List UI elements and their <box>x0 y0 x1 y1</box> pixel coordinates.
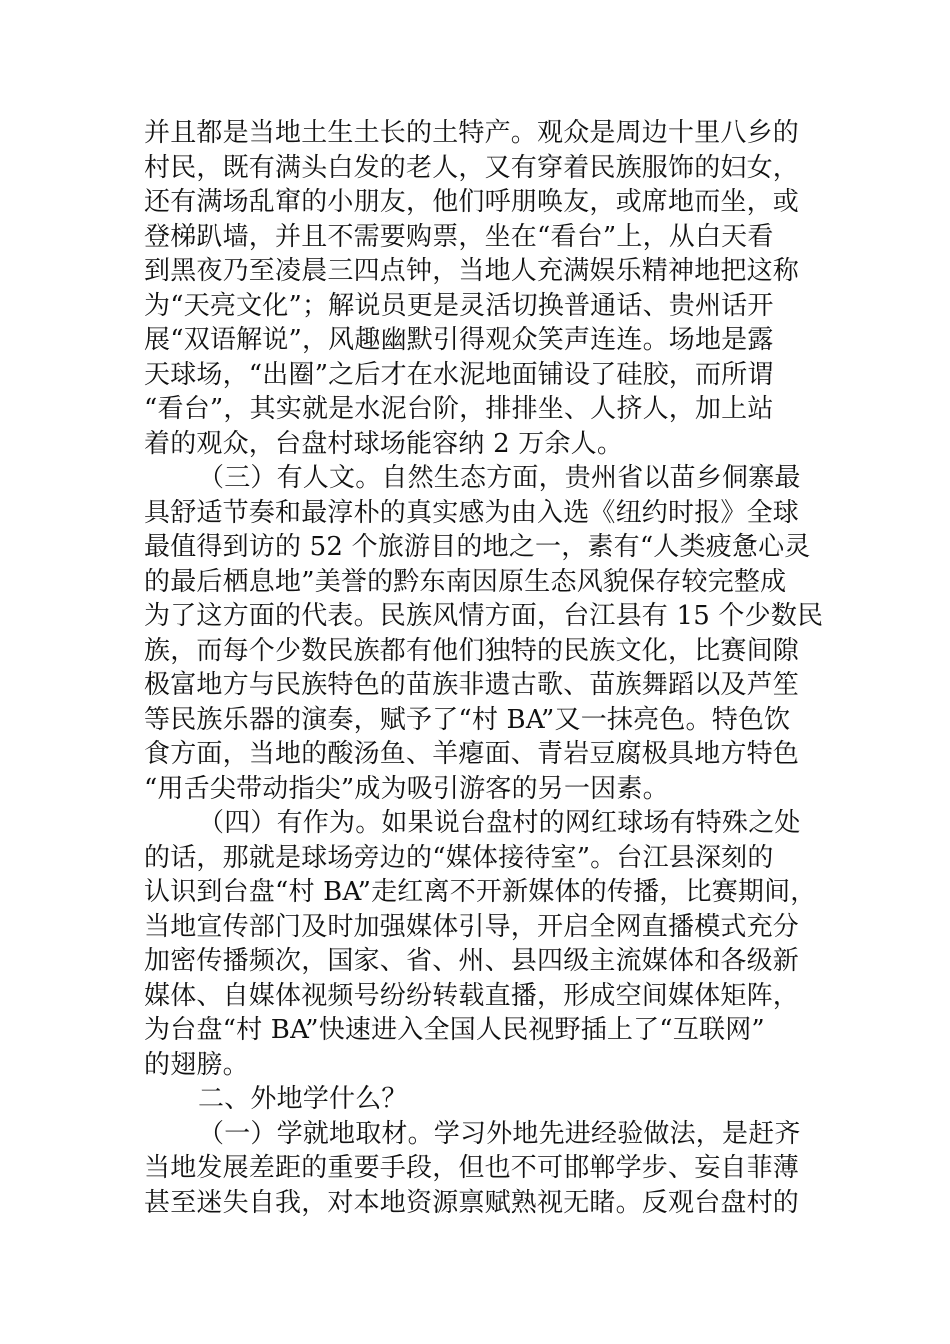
text-line: 的翅膀。 <box>144 1049 249 1080</box>
document-body <box>144 116 824 1220</box>
text-line: 到黑夜乃至凌晨三四点钟，当地人充满娱乐精神地把这称 <box>144 256 800 286</box>
text-line: 媒体、自媒体视频号纷纷转载直播，形成空间媒体矩阵， <box>144 980 800 1011</box>
text-line: 为“天亮文化”；解说员更是灵活切换普通话、贵州话开 <box>144 290 774 321</box>
text-line: 天球场，“出圈”之后才在水泥地面铺设了硅胶，而所谓 <box>144 359 774 390</box>
text-line: 二、外地学什么？ <box>198 1084 408 1114</box>
text-line: 族，而每个少数民族都有他们独特的民族文化，比赛间隙 <box>144 635 800 666</box>
text-line: “用舌尖带动指尖”成为吸引游客的另一因素。 <box>144 773 669 804</box>
text-line: “看台”，其实就是水泥台阶，排排坐、人挤人，加上站 <box>144 394 774 424</box>
text-line: 还有满场乱窜的小朋友，他们呼朋唤友，或席地而坐，或 <box>144 187 800 217</box>
text-line: 登梯趴墙，并且不需要购票，坐在“看台”上，从白天看 <box>144 221 774 252</box>
text-line: 极富地方与民族特色的苗族非遗古歌、苗族舞蹈以及芦笙 <box>144 670 800 700</box>
text-line: 的话，那就是球场旁边的“媒体接待室”。台江县深刻的 <box>144 842 774 873</box>
text-line: 等民族乐器的演奏，赋予了“村 BA”又一抹亮色。特色饮 <box>144 704 791 735</box>
text-line: 食方面，当地的酸汤鱼、羊瘪面、青岩豆腐极具地方特色 <box>144 739 800 769</box>
text-line: 展“双语解说”，风趣幽默引得观众笑声连连。场地是露 <box>144 325 774 355</box>
text-line: 最值得到访的 52 个旅游目的地之一，素有“人类疲惫心灵 <box>144 532 811 562</box>
text-line: 为了这方面的代表。民族风情方面，台江县有 15 个少数民 <box>144 601 824 631</box>
text-line: 具舒适节奏和最淳朴的真实感为由入选《纽约时报》全球 <box>144 497 800 528</box>
text-line: （四）有作为。如果说台盘村的网红球场有特殊之处 <box>198 808 801 838</box>
text-line: 当地宣传部门及时加强媒体引导，开启全网直播模式充分 <box>144 911 800 942</box>
text-line: 村民，既有满头白发的老人，又有穿着民族服饰的妇女， <box>144 152 800 183</box>
text-line: （三）有人文。自然生态方面，贵州省以苗乡侗寨最 <box>198 463 801 493</box>
text-line: 加密传播频次，国家、省、州、县四级主流媒体和各级新 <box>144 946 800 976</box>
text-line: 甚至迷失自我，对本地资源禀赋熟视无睹。反观台盘村的 <box>144 1187 800 1218</box>
text-line: 为台盘“村 BA”快速进入全国人民视野插上了“互联网” <box>144 1015 765 1045</box>
text-line: 并且都是当地土生土长的土特产。观众是周边十里八乡的 <box>144 118 800 148</box>
text-line: 当地发展差距的重要手段，但也不可邯郸学步、妄自菲薄 <box>144 1153 800 1183</box>
text-line: （一）学就地取材。学习外地先进经验做法，是赶齐 <box>198 1118 801 1149</box>
text-line: 的最后栖息地”美誉的黔东南因原生态风貌保存较完整成 <box>144 566 787 597</box>
text-line: 着的观众，台盘村球场能容纳 2 万余人。 <box>144 428 624 459</box>
text-line: 认识到台盘“村 BA”走红离不开新媒体的传播，比赛期间， <box>144 877 817 907</box>
